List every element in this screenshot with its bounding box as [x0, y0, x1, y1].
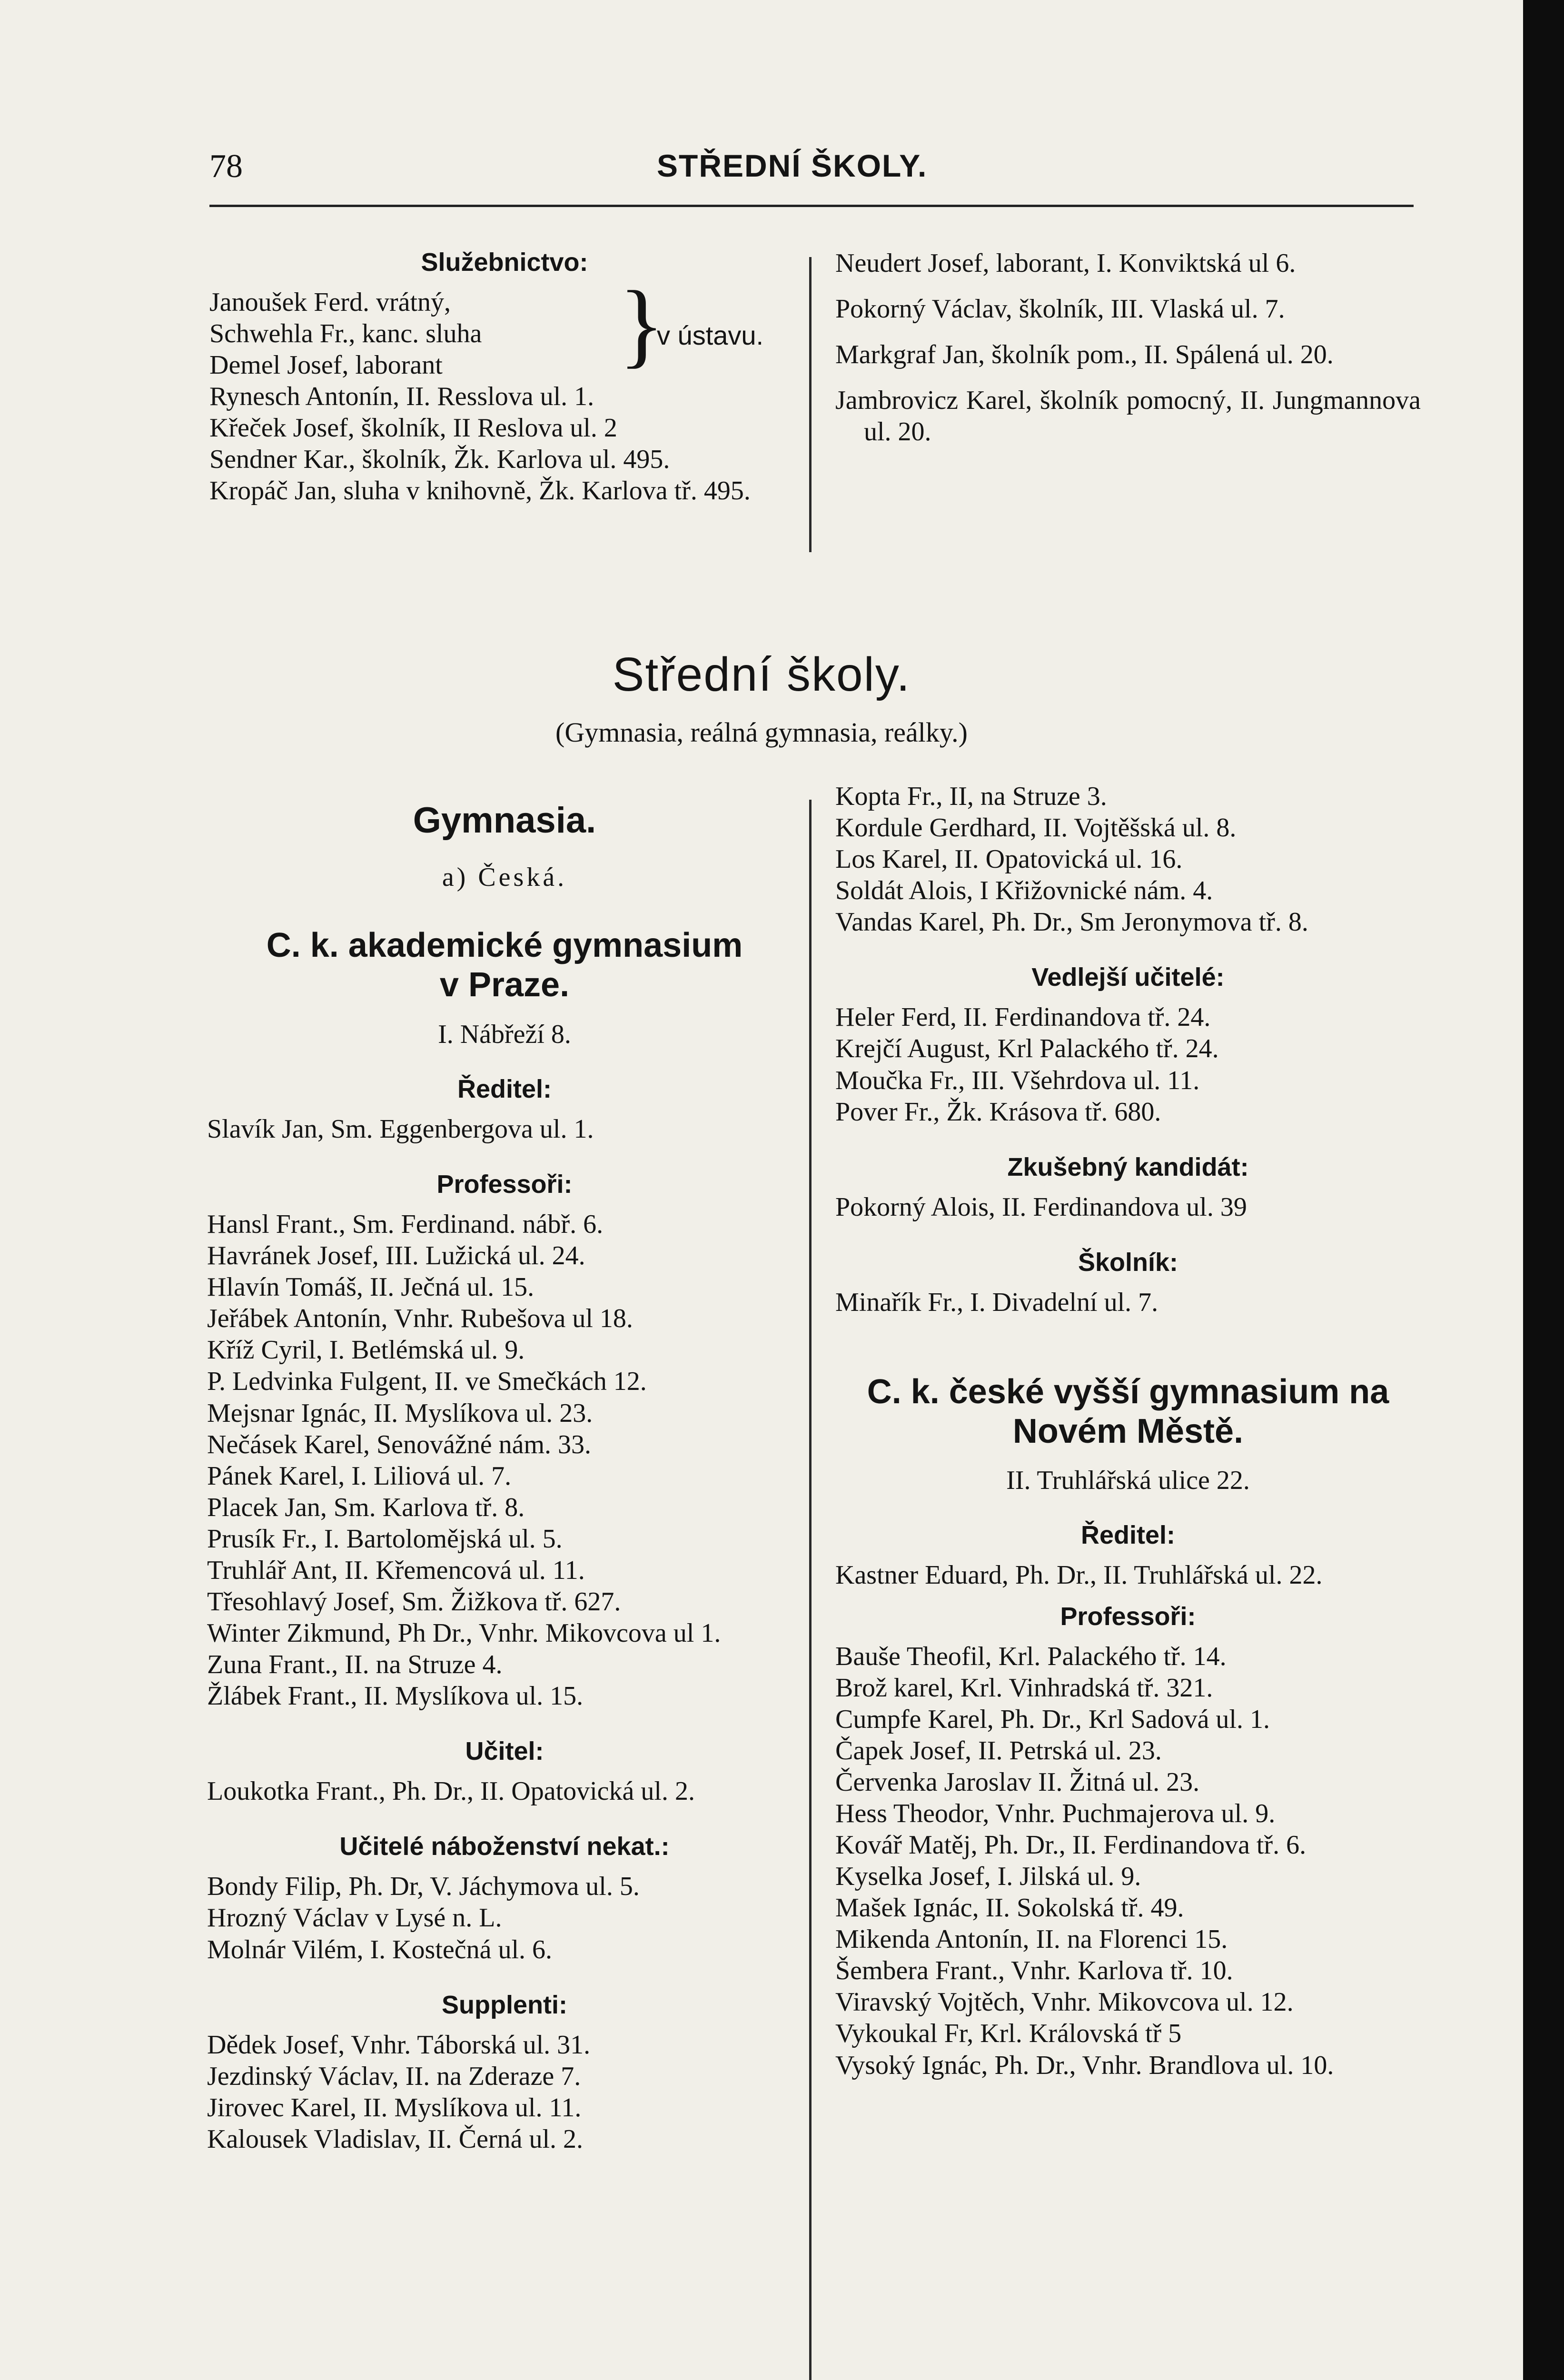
list-item: Loukotka Frant., Ph. Dr., II. Opatovická ul. 2.	[207, 1776, 695, 1806]
list-item: Kalousek Vladislav, II. Černá ul. 2.	[207, 2124, 584, 2154]
running-title: STŘEDNÍ ŠKOLY.	[657, 148, 928, 183]
list-item: P. Ledvinka Fulgent, II. ve Smečkách 12.	[207, 1367, 647, 1397]
page-number: 78	[209, 148, 243, 185]
list-item: Bondy Filip, Ph. Dr, V. Jáchymova ul. 5.	[207, 1872, 640, 1902]
list-item: Bauše Theofil, Krl. Palackého tř. 14.	[835, 1641, 1227, 1671]
list-item: Vysoký Ignác, Ph. Dr., Vnhr. Brandlova ul. 10.	[835, 2050, 1334, 2080]
subsection-heading: a) Česká.	[442, 863, 567, 892]
list-item: Křeček Josef, školník, II Reslova ul. 2	[209, 413, 617, 443]
list-item: Schwehla Fr., kanc. sluha	[209, 319, 482, 349]
list-item: Mejsnar Ignác, II. Myslíkova ul. 23.	[207, 1398, 593, 1428]
list-item: Červenka Jaroslav II. Žitná ul. 23.	[835, 1767, 1200, 1797]
braced-group	[209, 272, 800, 381]
list-item: Nečásek Karel, Senovážné nám. 33.	[207, 1429, 591, 1459]
nabozenstvi-heading: Učitelé náboženství nekat.:	[339, 1832, 670, 1861]
list-item: Janoušek Ferd. vrátný,	[209, 288, 451, 317]
list-item: Winter Zikmund, Ph Dr., Vnhr. Mikovcova ul 1.	[207, 1618, 721, 1648]
list-item: Kovář Matěj, Ph. Dr., II. Ferdinandova tř. 6.	[835, 1830, 1307, 1860]
sluzebnictvo-right-column	[835, 248, 1421, 447]
school-address: II. Truhlářská ulice 22.	[1006, 1466, 1250, 1496]
list-item: Markgraf Jan, školník pom., II. Spálená ul. 20.	[835, 340, 1334, 370]
list-item: Pokorný Alois, II. Ferdinandova ul. 39	[835, 1192, 1247, 1222]
list-item: Kopta Fr., II, na Struze 3.	[835, 782, 1107, 811]
right-main-column	[835, 781, 1421, 2081]
list-item: Žlábek Frant., II. Myslíkova ul. 15.	[207, 1681, 584, 1711]
list-item: Kastner Eduard, Ph. Dr., II. Truhlářská ul. 22.	[835, 1560, 1323, 1590]
list-item: Jeřábek Antonín, Vnhr. Rubešova ul 18.	[207, 1304, 633, 1334]
professori-heading: Professoři:	[436, 1170, 573, 1199]
list-item: Kříž Cyril, I. Betlémská ul. 9.	[207, 1335, 525, 1365]
list-item: Havránek Josef, III. Lužická ul. 24.	[207, 1241, 585, 1271]
list-item: Hlavín Tomáš, II. Ječná ul. 15.	[207, 1272, 535, 1302]
list-item: Cumpfe Karel, Ph. Dr., Krl Sadová ul. 1.	[835, 1704, 1270, 1734]
list-item: Prusík Fr., I. Bartolomějská ul. 5.	[207, 1524, 563, 1554]
list-item: Brož karel, Krl. Vinhradská tř. 321.	[835, 1673, 1213, 1703]
list-item: Kyselka Josef, I. Jilská ul. 9.	[835, 1862, 1141, 1892]
list-item: Mikenda Antonín, II. na Florenci 15.	[835, 1924, 1228, 1954]
list-item: Pokorný Václav, školník, III. Vlaská ul. 7.	[835, 294, 1285, 324]
list-item: Dědek Josef, Vnhr. Táborská ul. 31.	[207, 2030, 591, 2060]
list-item: Slavík Jan, Sm. Eggenbergova ul. 1.	[207, 1114, 594, 1144]
list-item: Los Karel, II. Opatovická ul. 16.	[835, 844, 1183, 874]
professori-list	[207, 1209, 802, 1712]
list-item: Čapek Josef, II. Petrská ul. 23.	[835, 1735, 1162, 1765]
section-title: Střední školy.	[612, 648, 911, 701]
list-item: Placek Jan, Sm. Karlova tř. 8.	[207, 1492, 525, 1522]
list-item: Heler Ferd, II. Ferdinandova tř. 24.	[835, 1002, 1211, 1032]
list-item: Kropáč Jan, sluha v knihovně, Žk. Karlova tř. 495.	[209, 476, 751, 506]
list-item: Rynesch Antonín, II. Resslova ul. 1.	[209, 382, 594, 412]
list-item: Kordule Gerdhard, II. Vojtěšská ul. 8.	[835, 813, 1237, 843]
column-divider-top	[809, 257, 812, 552]
list-item: Hess Theodor, Vnhr. Puchmajerova ul. 9.	[835, 1798, 1276, 1828]
brace-label: v ústavu.	[657, 320, 764, 350]
list-item: Hansl Frant., Sm. Ferdinand. nábř. 6.	[207, 1210, 604, 1240]
list-item: Jirovec Karel, II. Myslíkova ul. 11.	[207, 2092, 582, 2122]
list-item: Soldát Alois, I Křižovnické nám. 4.	[835, 876, 1213, 906]
supplenti-heading: Supplenti:	[442, 1990, 567, 2019]
list-item: Jezdinský Václav, II. na Zderaze 7.	[207, 2061, 581, 2091]
vedlejsi-heading: Vedlejší učitelé:	[1031, 963, 1225, 992]
list-item: Truhlář Ant, II. Křemencová ul. 11.	[207, 1555, 585, 1585]
school-name: Novém Městě.	[1012, 1412, 1244, 1450]
column-divider-main	[809, 800, 812, 2380]
reditel-heading: Ředitel:	[1080, 1521, 1176, 1550]
list-item: Vandas Karel, Ph. Dr., Sm Jeronymova tř. 8.	[835, 907, 1308, 937]
professori-heading: Professoři:	[1060, 1602, 1196, 1631]
sluzebnictvo-left-column	[209, 248, 800, 507]
list-item: Krejčí August, Krl Palackého tř. 24.	[835, 1034, 1219, 1064]
list-item: Demel Josef, laborant	[209, 350, 443, 380]
school-name: v Praze.	[439, 966, 570, 1004]
section-subtitle: (Gymnasia, reálná gymnasia, reálky.)	[555, 717, 968, 748]
reditel-heading: Ředitel:	[457, 1074, 552, 1103]
kandidat-heading: Zkušebný kandidát:	[1007, 1152, 1249, 1181]
list-item: Pánek Karel, I. Liliová ul. 7.	[207, 1461, 512, 1491]
list-item: Mašek Ignác, II. Sokolská tř. 49.	[835, 1893, 1184, 1923]
list-item: Hrozný Václav v Lysé n. L.	[207, 1903, 502, 1933]
skolnik-heading: Školník:	[1078, 1248, 1178, 1277]
curly-brace: }	[619, 272, 664, 377]
left-main-column	[207, 781, 802, 2155]
list-item: Moučka Fr., III. Všehrdova ul. 11.	[835, 1065, 1200, 1095]
list-item: Třesohlavý Josef, Sm. Žižkova tř. 627.	[207, 1587, 621, 1616]
list-item: Neudert Josef, laborant, I. Konviktská ul 6.	[835, 248, 1296, 278]
school-name: C. k. české vyšší gymnasium na	[867, 1372, 1389, 1411]
list-item: Viravský Vojtěch, Vnhr. Mikovcova ul. 12.	[835, 1987, 1294, 2017]
list-item: Molnár Vilém, I. Kostečná ul. 6.	[207, 1934, 553, 1964]
list-item: Sendner Kar., školník, Žk. Karlova ul. 495.	[209, 445, 670, 475]
list-item: Pover Fr., Žk. Krásova tř. 680.	[835, 1097, 1161, 1127]
ucitel-heading: Učitel:	[465, 1737, 544, 1766]
list-item: Šembera Frant., Vnhr. Karlova tř. 10.	[835, 1956, 1233, 1986]
school-name: C. k. akademické gymnasium	[266, 926, 743, 965]
list-item: Minařík Fr., I. Divadelní ul. 7.	[835, 1287, 1158, 1317]
list-item: Vykoukal Fr, Krl. Královská tř 5	[835, 2019, 1182, 2049]
school-address: I. Nábřeží 8.	[438, 1019, 571, 1049]
gymnasia-heading: Gymnasia.	[413, 800, 596, 841]
sluzebnictvo-heading: Služebnictvo:	[421, 248, 588, 277]
header-rule	[209, 205, 1414, 207]
list-item: Jambrovicz Karel, školník pomocný, II. Jungmannova ul. 20.	[835, 386, 1421, 447]
professori-list	[835, 1641, 1421, 2081]
list-item: Zuna Frant., II. na Struze 4.	[207, 1650, 503, 1680]
